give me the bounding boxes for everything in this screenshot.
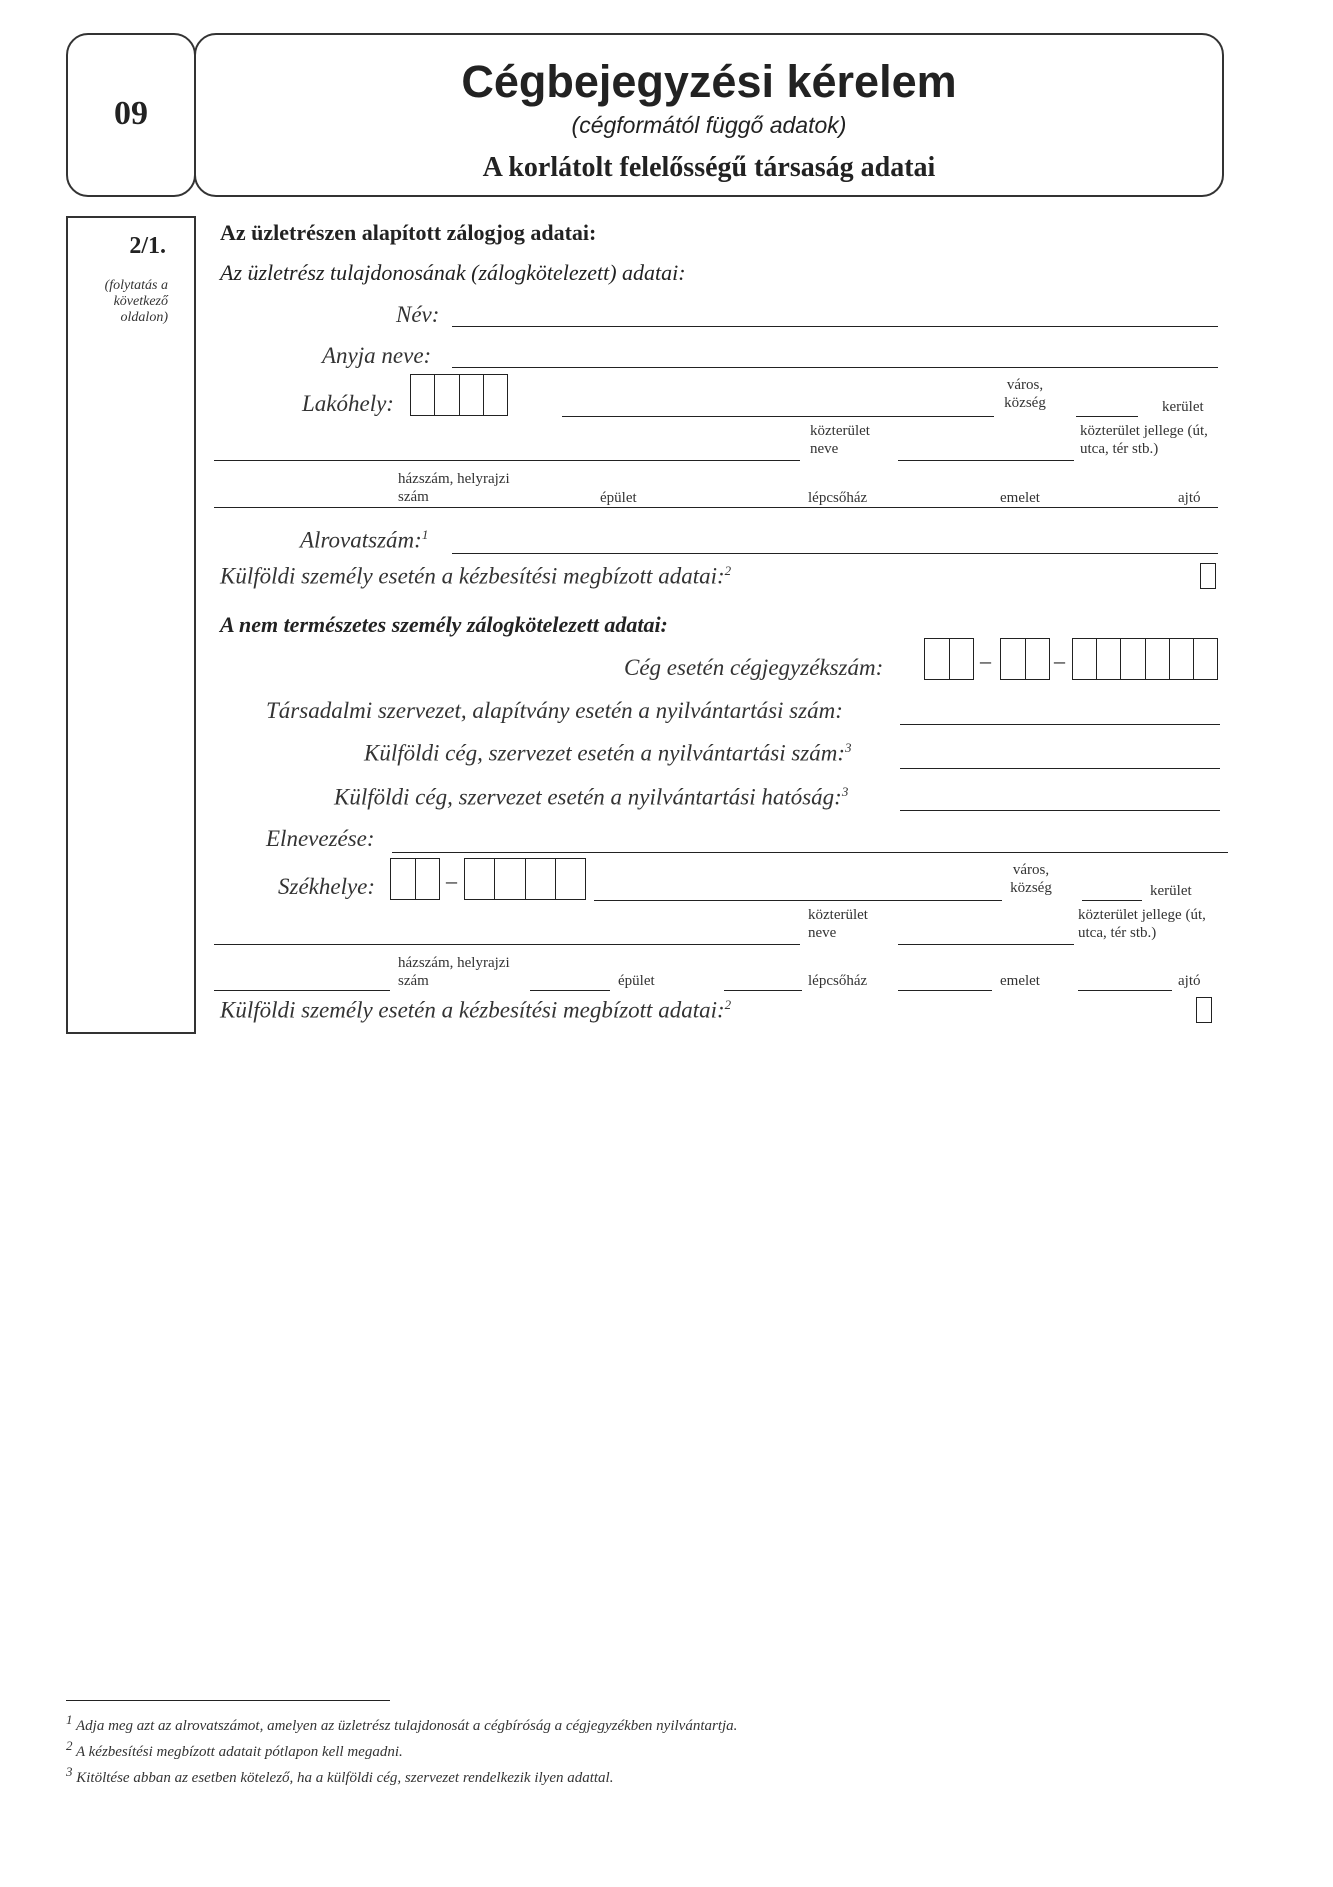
seat-floor-field[interactable] [898,990,992,991]
subfield-field[interactable] [452,553,1218,554]
foreign-reg-field[interactable] [900,768,1220,769]
seat-street-type-label: közterület jellege (út, utca, tér stb.) [1078,907,1206,941]
residence-street-type-label: közterület jellege (út, utca, tér stb.) [1080,423,1208,457]
seat-stairs-field[interactable] [724,990,802,991]
form-number: 09 [114,95,148,132]
seat-label: Székhelye: [278,874,376,899]
seat-street-type-field[interactable] [898,944,1074,945]
seat-door-field[interactable] [1078,990,1172,991]
residence-building-label: épület [600,490,637,506]
regnum-dash-2: – [1054,648,1065,673]
seat-building-label: épület [618,973,655,989]
mother-name-field[interactable] [452,367,1218,368]
section-title: A korlátolt felelősségű társaság adatai [482,152,936,183]
mother-name-label: Anyja neve: [322,343,432,368]
company-foreign-label: Külföldi személy esetén a kézbesítési megbízott adatai:$^2$ [220,997,732,1023]
side-box [66,216,196,1034]
seat-house-field[interactable] [214,990,390,991]
residence-floor-label: emelet [1000,490,1040,506]
residence-house-field[interactable] [214,507,1218,508]
seat-door-label: ajtó [1178,973,1201,989]
residence-district-label: kerület [1162,399,1204,415]
page-title: Cégbejegyzési kérelem [461,56,957,107]
company-heading: A nem természetes személy zálogkötelezett adatai: [220,612,668,637]
seat-city-label: város, község [1010,862,1052,896]
seat-building-field[interactable] [530,990,610,991]
company-name-label: Elnevezése: [266,826,375,851]
pledge-heading: Az üzletrészen alapított zálogjog adatai: [220,220,597,245]
footnote-1: $^1$ Adja meg azt az alrovatszámot, amelyen az üzletrész tulajdonosát a cégbíróság a cégjegyzékben nyilvántartja. [66,1712,738,1734]
foreign-reg-label: Külföldi cég, szervezet esetén a nyilvántartási szám:$^3$ [364,740,852,766]
owner-subheading: Az üzletrész tulajdonosának (zálogkötelezett) adatai: [220,260,686,285]
owner-foreign-checkbox[interactable] [1200,563,1216,589]
regnum-dash-1: – [980,648,991,673]
regnum-cells-2[interactable] [1000,638,1050,680]
residence-street-type-field[interactable] [898,460,1074,461]
seat-street-name-field[interactable] [214,944,800,945]
regnum-label: Cég esetén cégjegyzékszám: [624,655,884,680]
section-number: 2/1. [129,233,166,259]
residence-door-label: ajtó [1178,490,1201,506]
residence-house-label: házszám, helyrajzi szám [398,471,510,505]
name-field[interactable] [452,326,1218,327]
seat-country-cells[interactable] [390,858,440,900]
residence-street-name-label: közterület neve [810,423,870,457]
seat-zip-cells[interactable] [464,858,586,900]
footnote-3: $^3$ Kitöltése abban az esetben kötelező, ha a külföldi cég, szervezet rendelkezik ilyen adattal. [66,1764,614,1786]
seat-dash: – [446,868,457,893]
residence-district-field[interactable] [1076,416,1138,417]
foreign-auth-field[interactable] [900,810,1220,811]
owner-foreign-label: Külföldi személy esetén a kézbesítési megbízott adatai:$^2$ [220,563,732,589]
side-note: (folytatás a következő oldalon) [104,278,168,325]
regnum-cells-1[interactable] [924,638,974,680]
seat-city-field[interactable] [594,900,1002,901]
company-foreign-checkbox[interactable] [1196,997,1212,1023]
seat-house-label: házszám, helyrajzi szám [398,955,510,989]
social-reg-label: Társadalmi szervezet, alapítvány esetén a nyilvántartási szám: [266,698,843,723]
seat-stairs-label: lépcsőház [808,973,868,989]
residence-zip-cells[interactable] [410,374,508,416]
seat-district-label: kerület [1150,883,1192,899]
subfield-label: Alrovatszám:$^1$ [300,527,429,553]
footnote-separator [66,1700,390,1701]
name-label: Név: [396,302,440,327]
residence-city-label: város, község [1004,377,1046,411]
foreign-auth-label: Külföldi cég, szervezet esetén a nyilvántartási hatóság:$^3$ [334,784,849,810]
seat-street-name-label: közterület neve [808,907,868,941]
seat-district-field[interactable] [1082,900,1142,901]
residence-street-name-field[interactable] [214,460,800,461]
regnum-cells-3[interactable] [1072,638,1218,680]
page-subtitle: (cégformától függő adatok) [571,112,847,138]
seat-floor-label: emelet [1000,973,1040,989]
company-name-field[interactable] [392,852,1228,853]
social-reg-field[interactable] [900,724,1220,725]
footnote-2: $^2$ A kézbesítési megbízott adatait pótlapon kell megadni. [66,1738,403,1760]
residence-label: Lakóhely: [302,391,394,416]
residence-stairs-label: lépcsőház [808,490,868,506]
residence-city-field[interactable] [562,416,994,417]
